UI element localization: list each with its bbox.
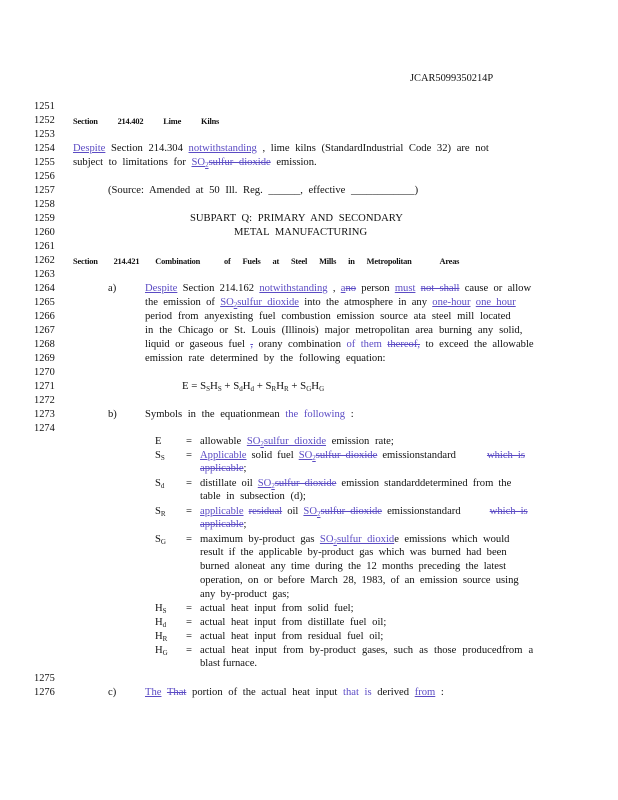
heading-word: Steel — [290, 257, 308, 266]
symbol-Ss — [155, 450, 165, 462]
symbol-Hg — [155, 645, 168, 657]
deleted-text: sulfur dioxide — [315, 450, 378, 461]
text: ; — [243, 463, 247, 474]
text: solid fuel — [246, 450, 299, 461]
symbol-Hs — [155, 603, 167, 615]
text: subject to limitations for — [73, 157, 192, 168]
subscript: 2 — [312, 454, 316, 462]
definition-Sd — [200, 478, 511, 490]
text: Section 214.162 — [177, 283, 260, 294]
definition-Hd: actual heat input from distillate fuel oil; — [200, 617, 387, 628]
text: ) — [414, 185, 419, 196]
subsection-c-label: c) — [108, 687, 117, 698]
symbol-Sd — [155, 478, 164, 490]
inserted-text: The — [145, 687, 162, 698]
line-number: 1258 — [34, 199, 55, 210]
text: emission. — [270, 157, 317, 168]
line-number: 1274 — [34, 423, 55, 434]
definition-Sd-line-2: table in subsection (d); — [200, 491, 306, 502]
line-number: 1273 — [34, 409, 55, 420]
eq-subscript: d — [250, 385, 255, 393]
inserted-text: Applicable — [200, 450, 247, 461]
symbol-subscript: S — [160, 454, 165, 462]
inserted-text: the following — [285, 409, 346, 420]
text: , lime kilns (StandardIndustrial Code 32) are not — [256, 143, 489, 154]
symbol-Sg — [155, 534, 166, 546]
definition-E — [200, 436, 394, 448]
text: maximum by-product gas — [200, 534, 320, 545]
text: , — [327, 283, 341, 294]
text: to exceed the allowable — [420, 339, 534, 350]
eq-subscript: R — [284, 385, 289, 393]
deleted-text: which is — [486, 450, 525, 461]
text: emissionstandard — [382, 506, 466, 517]
s402-text-line-1 — [73, 143, 489, 154]
subscript: 2 — [316, 510, 321, 518]
text: the emission of — [145, 297, 221, 308]
a-line-1 — [145, 283, 531, 294]
inserted-text: Despite — [73, 143, 106, 154]
equals-sign: = — [186, 436, 192, 447]
inserted-text: SO — [298, 450, 313, 461]
inserted-text: sulfur dioxide — [237, 297, 299, 308]
inserted-text: SO — [220, 297, 234, 308]
heading-word: in — [348, 257, 355, 266]
document-id: JCAR5099350214P — [410, 73, 494, 84]
a-line-6: emission rate determined by the following equation: — [145, 353, 386, 364]
line-number: 1257 — [34, 185, 55, 196]
text: liquid or gaseous fuel — [145, 339, 245, 350]
heading-word: Areas — [439, 257, 460, 266]
section-heading-421 — [73, 257, 459, 266]
text: distillate oil — [200, 478, 258, 489]
text: emission standarddetermined from the — [336, 478, 512, 489]
text: orany combination — [253, 339, 347, 350]
line-number: 1254 — [34, 143, 55, 154]
subpart-title-line-1: SUBPART Q: PRIMARY AND SECONDARY — [190, 213, 403, 224]
line-number: 1253 — [34, 129, 55, 140]
definition-Sg-line-2: result if the applicable by-product gas which was burned had been — [200, 547, 507, 558]
text: derived — [371, 687, 415, 698]
symbol-Hd — [155, 617, 166, 629]
deleted-text: , — [250, 339, 254, 350]
text: cause or allow — [459, 283, 532, 294]
inserted-text: applicable — [200, 506, 244, 517]
subpart-title-line-2: METAL MANUFACTURING — [234, 227, 368, 238]
blank-field: ______ — [268, 185, 301, 196]
heading-word: Lime — [163, 117, 182, 126]
text: (Source: Amended at 50 Ill. Reg. — [108, 185, 269, 196]
inserted-text: SO — [191, 157, 206, 168]
eq-text: H — [210, 380, 218, 392]
deleted-text: no — [345, 283, 357, 294]
eq-subscript: G — [319, 385, 325, 393]
symbol-E: E — [155, 436, 162, 447]
c-line-1 — [145, 687, 444, 698]
symbol-letter: H — [155, 645, 163, 656]
deleted-text: thereof, — [387, 339, 421, 350]
deleted-text: sulfur dioxide — [320, 506, 383, 517]
deleted-text: sulfur dioxide — [274, 478, 337, 489]
line-number: 1270 — [34, 367, 55, 378]
text: emissionstandard — [377, 450, 461, 461]
text: : — [435, 687, 444, 698]
symbol-Hr — [155, 631, 167, 643]
equals-sign: = — [186, 478, 192, 489]
eq-text: + S — [221, 380, 240, 392]
inserted-text: SO — [319, 534, 334, 545]
heading-word: Section — [73, 117, 98, 126]
line-number: 1263 — [34, 269, 55, 280]
line-number: 1256 — [34, 171, 55, 182]
line-number: 1259 — [34, 213, 55, 224]
section-heading-402 — [73, 117, 219, 126]
text: , effective — [300, 185, 351, 196]
eq-subscript: G — [306, 385, 312, 393]
equals-sign: = — [186, 450, 192, 461]
eq-text: H — [242, 380, 251, 392]
line-number: 1255 — [34, 157, 55, 168]
inserted-text: that is — [343, 687, 372, 698]
symbol-subscript: R — [162, 635, 168, 643]
heading-word: Combination — [155, 257, 201, 266]
subscript: 2 — [260, 440, 264, 448]
eq-text: E = S — [182, 380, 207, 392]
equals-sign: = — [186, 617, 192, 628]
text: portion of the actual heat input — [186, 687, 343, 698]
eq-text: + S — [254, 380, 272, 392]
a-line-5 — [145, 339, 534, 350]
definition-Ss-line-2 — [200, 463, 246, 474]
line-number: 1267 — [34, 325, 55, 336]
line-number: 1269 — [34, 353, 55, 364]
line-number: 1264 — [34, 283, 55, 294]
blank-field: ____________ — [351, 185, 415, 196]
a-line-4: in the Chicago or St. Louis (Illinois) major metropolitan area burning any solid, — [145, 325, 523, 336]
line-number: 1271 — [34, 381, 55, 392]
a-line-3: period from anyexisting fuel combustion emission source ata steel mill located — [145, 311, 511, 322]
symbol-subscript: G — [160, 538, 166, 546]
eq-subscript: S — [206, 385, 210, 393]
eq-text: H — [311, 380, 320, 392]
line-number: 1261 — [34, 241, 55, 252]
inserted-text: must — [394, 283, 416, 294]
eq-subscript: R — [271, 385, 277, 393]
symbol-subscript: S — [162, 607, 167, 615]
s402-text-line-2 — [73, 157, 317, 169]
text: Section 214.304 — [105, 143, 189, 154]
deleted-text: applicable — [200, 463, 244, 474]
line-number: 1272 — [34, 395, 55, 406]
symbol-letter: H — [155, 603, 163, 614]
symbol-letter: H — [155, 617, 163, 628]
definition-Sg — [200, 534, 509, 546]
heading-word: Fuels — [242, 257, 261, 266]
equals-sign: = — [186, 631, 192, 642]
symbol-letter: S — [155, 534, 161, 545]
inserted-text: notwithstanding — [259, 283, 328, 294]
deleted-text: applicable — [200, 519, 244, 530]
text: oil — [282, 506, 304, 517]
heading-word: Metropolitan — [366, 257, 412, 266]
inserted-text: SO — [257, 478, 272, 489]
subscript: 2 — [205, 161, 209, 169]
subsection-a-label: a) — [108, 283, 117, 294]
b-line-1 — [145, 409, 354, 420]
heading-word: 214.421 — [113, 257, 140, 266]
heading-word: at — [272, 257, 280, 266]
text: ; — [243, 519, 247, 530]
symbol-subscript: d — [160, 482, 165, 490]
definition-Sg-line-3: burned aloneat any time during the 12 months preceding the latest — [200, 561, 507, 572]
equals-sign: = — [186, 506, 192, 517]
text: into the atmosphere in any — [298, 297, 433, 308]
definition-Sr — [200, 506, 528, 518]
symbol-subscript: G — [162, 649, 168, 657]
line-number: 1276 — [34, 687, 55, 698]
equals-sign: = — [186, 645, 192, 656]
inserted-text: Despite — [145, 283, 178, 294]
line-number: 1265 — [34, 297, 55, 308]
line-number: 1266 — [34, 311, 55, 322]
eq-text: + S — [288, 380, 307, 392]
subscript: 2 — [333, 538, 337, 546]
inserted-text: a — [340, 283, 346, 294]
definition-Hr: actual heat input from residual fuel oil; — [200, 631, 384, 642]
text: person — [356, 283, 395, 294]
equals-sign: = — [186, 603, 192, 614]
inserted-text: notwithstanding — [188, 143, 257, 154]
text: emission rate; — [326, 436, 394, 447]
deleted-text: which is — [489, 506, 528, 517]
definition-Sg-line-5: any by-product gas; — [200, 589, 290, 600]
eq-subscript: S — [217, 385, 222, 393]
inserted-text: SO — [246, 436, 261, 447]
symbol-letter: S — [155, 478, 161, 489]
symbol-subscript: R — [160, 510, 166, 518]
definition-Hg: actual heat input from by-product gases, such as those producedfrom a — [200, 645, 534, 656]
equation — [182, 380, 324, 393]
source-note — [108, 185, 418, 196]
heading-word: of — [224, 257, 231, 266]
deleted-text: That — [166, 687, 187, 698]
definition-Ss — [200, 450, 525, 462]
subsection-b-label: b) — [108, 409, 117, 420]
text: : — [345, 409, 354, 420]
symbol-Sr — [155, 506, 166, 518]
line-number: 1260 — [34, 227, 55, 238]
inserted-text: from — [414, 687, 436, 698]
symbol-letter: H — [155, 631, 163, 642]
definition-Sg-line-4: operation, on or before March 28, 1983, of an emission source using — [200, 575, 519, 586]
line-number: 1268 — [34, 339, 55, 350]
deleted-text: residual — [248, 506, 283, 517]
deleted-text: sulfur dioxide — [208, 157, 271, 168]
line-number: 1251 — [34, 101, 55, 112]
subscript: 2 — [233, 301, 238, 309]
symbol-letter: S — [155, 506, 161, 517]
inserted-text: sulfur dioxid — [336, 534, 395, 545]
definition-Hs: actual heat input from solid fuel; — [200, 603, 354, 614]
text: allowable — [200, 436, 247, 447]
eq-subscript: d — [239, 385, 243, 393]
heading-word: Section — [73, 257, 98, 266]
line-number: 1275 — [34, 673, 55, 684]
inserted-text: of them — [346, 339, 382, 350]
heading-word: Kilns — [201, 117, 220, 126]
inserted-text: one hour — [475, 297, 516, 308]
a-line-2 — [145, 297, 516, 309]
subscript: 2 — [271, 482, 275, 490]
inserted-text: sulfur dioxide — [263, 436, 327, 447]
eq-text: H — [276, 380, 285, 392]
heading-word: 214.402 — [117, 117, 144, 126]
inserted-text: SO — [303, 506, 317, 517]
deleted-text: not shall — [420, 283, 460, 294]
definition-Hg-line-2: blast furnace. — [200, 658, 258, 669]
text: e emissions which would — [394, 534, 510, 545]
definition-Sr-line-2 — [200, 519, 246, 530]
inserted-text: one-hour — [432, 297, 471, 308]
symbol-subscript: d — [162, 621, 167, 629]
heading-word: Mills — [319, 257, 337, 266]
equals-sign: = — [186, 534, 192, 545]
line-number: 1262 — [34, 255, 55, 266]
line-number: 1252 — [34, 115, 55, 126]
symbol-letter: S — [155, 450, 161, 461]
text: Symbols in the equationmean — [145, 409, 286, 420]
